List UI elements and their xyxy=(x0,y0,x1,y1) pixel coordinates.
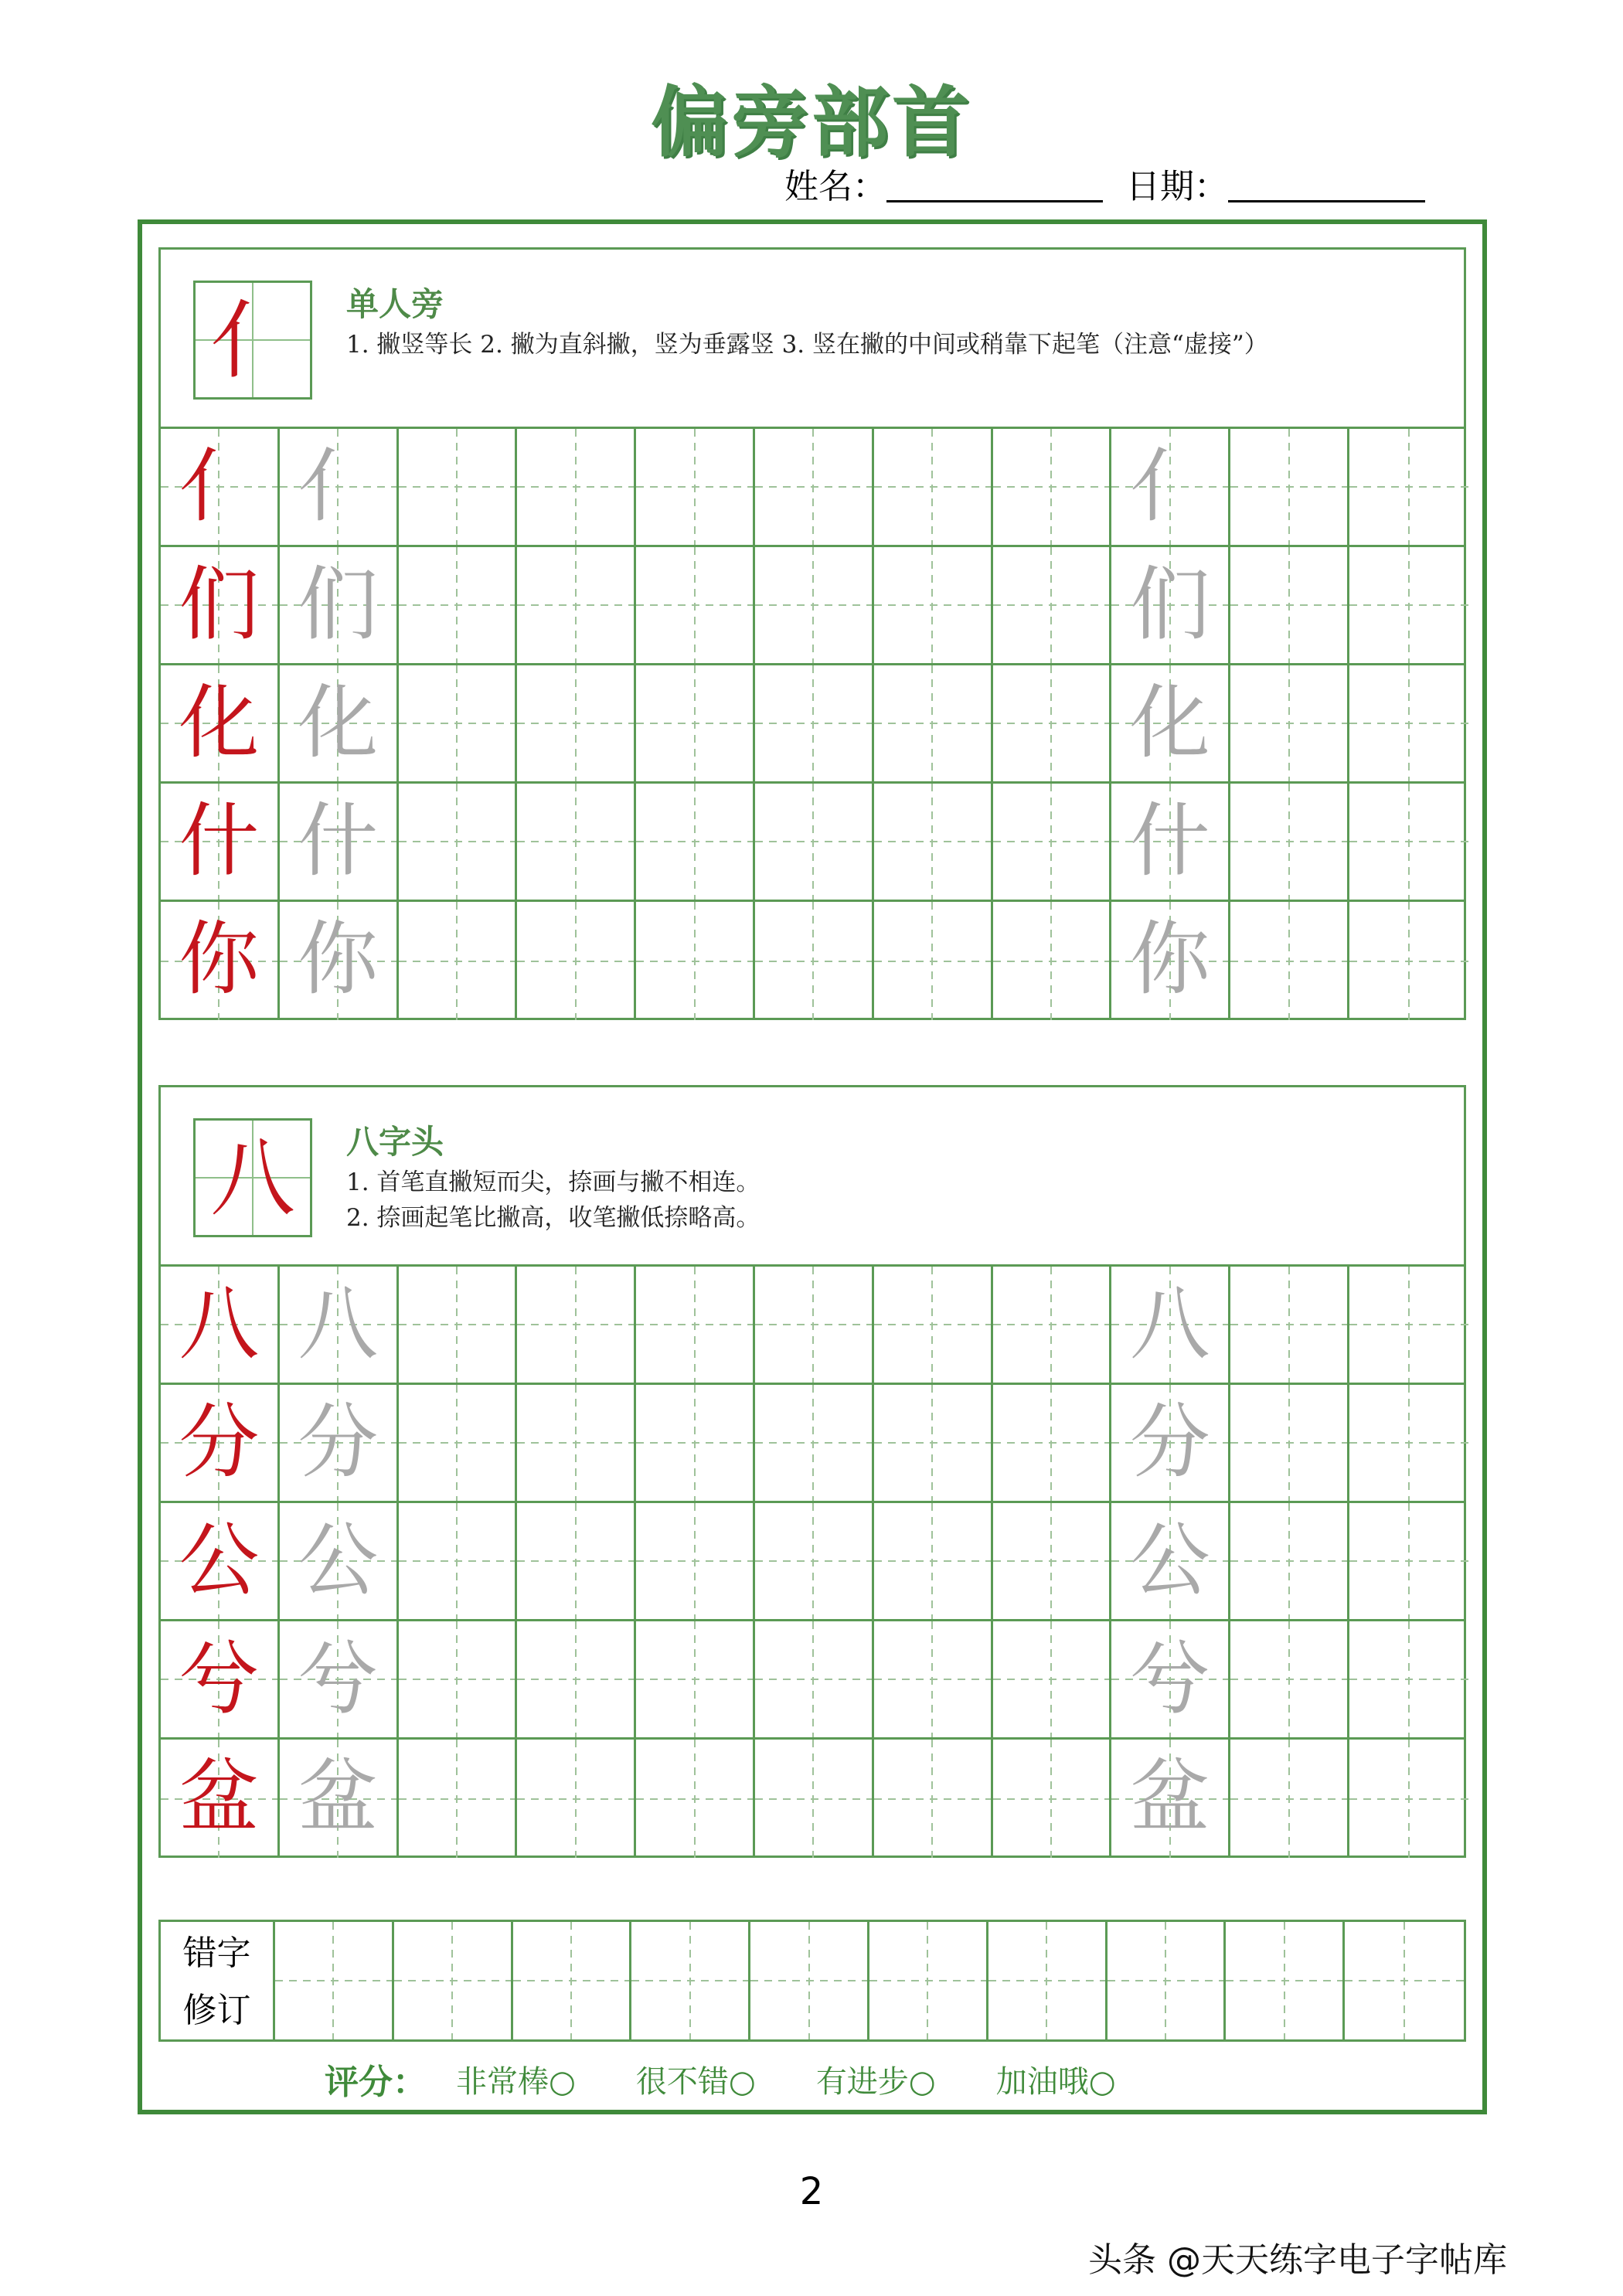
blank-cell[interactable] xyxy=(399,547,518,663)
blank-cell[interactable] xyxy=(517,1267,636,1383)
correction-cell[interactable] xyxy=(1108,1922,1227,2039)
blank-cell[interactable] xyxy=(993,547,1112,663)
blank-cell[interactable] xyxy=(1230,902,1349,1020)
trace-char: 兮 xyxy=(298,1631,379,1726)
trace-cell[interactable] xyxy=(1111,1385,1230,1501)
trace-cell[interactable] xyxy=(280,1385,399,1501)
trace-char: 盆 xyxy=(1129,1750,1210,1844)
blank-cell[interactable] xyxy=(399,665,518,781)
page-title: 偏旁部首 xyxy=(651,77,972,168)
trace-cell[interactable] xyxy=(1111,1267,1230,1383)
blank-cell[interactable] xyxy=(874,429,993,545)
trace-char: 们 xyxy=(1129,557,1210,651)
trace-cell[interactable] xyxy=(1111,429,1230,545)
blank-cell[interactable] xyxy=(993,784,1112,900)
section-single-person-radical xyxy=(158,247,1466,1020)
practice-row xyxy=(161,1385,1464,1503)
radical-sample-box xyxy=(193,1118,312,1237)
radical-sample: 亻 xyxy=(210,291,295,390)
trace-cell[interactable] xyxy=(1111,1621,1230,1737)
trace-char: 什 xyxy=(1129,794,1210,888)
page-number: 2 xyxy=(799,2170,824,2213)
blank-cell[interactable] xyxy=(399,429,518,545)
description-line: 1. 首笔直撇短而尖，捺画与撇不相连。 xyxy=(346,1168,760,1196)
blank-cell[interactable] xyxy=(874,1621,993,1737)
blank-cell[interactable] xyxy=(993,1503,1112,1619)
trace-cell[interactable] xyxy=(1111,547,1230,663)
trace-cell[interactable] xyxy=(280,1267,399,1383)
model-cell xyxy=(161,1267,280,1383)
model-char: 公 xyxy=(179,1513,260,1607)
model-cell xyxy=(161,902,280,1020)
blank-cell[interactable] xyxy=(636,1385,755,1501)
radical-description xyxy=(346,1165,1351,1236)
blank-cell[interactable] xyxy=(1349,1503,1468,1619)
model-char: 八 xyxy=(179,1277,260,1371)
section-eight-head-radical xyxy=(158,1085,1466,1858)
blank-cell[interactable] xyxy=(399,1267,518,1383)
correction-cell[interactable] xyxy=(869,1922,988,2039)
correction-cell[interactable] xyxy=(394,1922,513,2039)
score-label: 评分： xyxy=(325,2063,427,2102)
trace-char: 公 xyxy=(1129,1513,1210,1607)
blank-cell[interactable] xyxy=(1230,1621,1349,1737)
model-char: 什 xyxy=(179,794,260,888)
trace-char: 化 xyxy=(1129,675,1210,770)
score-option-good[interactable]: 很不错○ xyxy=(635,2063,756,2100)
blank-cell[interactable] xyxy=(755,665,874,781)
blank-cell[interactable] xyxy=(993,665,1112,781)
trace-char: 你 xyxy=(298,912,379,1006)
blank-cell[interactable] xyxy=(1230,429,1349,545)
description-line: 2. 捺画起笔比撇高，收笔撇低捺略高。 xyxy=(346,1204,760,1232)
name-date-row xyxy=(784,158,1425,208)
trace-char: 们 xyxy=(298,557,379,651)
practice-row xyxy=(161,1503,1464,1621)
trace-cell[interactable] xyxy=(280,1503,399,1619)
blank-cell[interactable] xyxy=(517,665,636,781)
trace-char: 化 xyxy=(298,675,379,770)
model-char: 化 xyxy=(179,675,260,770)
model-char: 兮 xyxy=(179,1631,260,1726)
date-blank[interactable] xyxy=(1228,166,1425,202)
blank-cell[interactable] xyxy=(874,902,993,1020)
name-blank[interactable] xyxy=(886,166,1103,202)
model-char: 们 xyxy=(179,557,260,651)
blank-cell[interactable] xyxy=(874,547,993,663)
blank-cell[interactable] xyxy=(399,1740,518,1858)
model-cell xyxy=(161,1621,280,1737)
blank-cell[interactable] xyxy=(755,784,874,900)
blank-cell[interactable] xyxy=(874,1267,993,1383)
blank-cell[interactable] xyxy=(1230,1385,1349,1501)
blank-cell[interactable] xyxy=(755,1740,874,1858)
correction-label xyxy=(161,1922,275,2039)
blank-cell[interactable] xyxy=(874,1503,993,1619)
section-header xyxy=(161,1087,1464,1267)
blank-cell[interactable] xyxy=(993,429,1112,545)
blank-cell[interactable] xyxy=(755,547,874,663)
blank-cell[interactable] xyxy=(993,1267,1112,1383)
blank-cell[interactable] xyxy=(1230,665,1349,781)
trace-cell[interactable] xyxy=(280,1621,399,1737)
blank-cell[interactable] xyxy=(755,429,874,545)
practice-row xyxy=(161,547,1464,665)
correction-label-line: 错字 xyxy=(182,1934,251,1973)
blank-cell[interactable] xyxy=(517,1503,636,1619)
blank-cell[interactable] xyxy=(399,1621,518,1737)
blank-cell[interactable] xyxy=(636,547,755,663)
radical-sample-box xyxy=(193,281,312,400)
section-header xyxy=(161,250,1464,429)
radical-name: 单人旁 xyxy=(346,285,444,323)
blank-cell[interactable] xyxy=(993,1740,1112,1858)
blank-cell[interactable] xyxy=(399,784,518,900)
trace-char: 亻 xyxy=(298,439,379,533)
blank-cell[interactable] xyxy=(636,1740,755,1858)
trace-char: 八 xyxy=(298,1277,379,1371)
blank-cell[interactable] xyxy=(755,1503,874,1619)
correction-cell[interactable] xyxy=(1226,1922,1345,2039)
blank-cell[interactable] xyxy=(399,1385,518,1501)
model-char: 分 xyxy=(179,1395,260,1489)
trace-char: 八 xyxy=(1129,1277,1210,1371)
correction-cell[interactable] xyxy=(750,1922,869,2039)
trace-cell[interactable] xyxy=(280,902,399,1020)
blank-cell[interactable] xyxy=(755,1267,874,1383)
blank-cell[interactable] xyxy=(993,1621,1112,1737)
blank-cell[interactable] xyxy=(636,784,755,900)
model-char: 亻 xyxy=(179,439,260,533)
practice-row xyxy=(161,665,1464,784)
blank-cell[interactable] xyxy=(517,902,636,1020)
trace-cell[interactable] xyxy=(280,784,399,900)
score-option-keep-going[interactable]: 加油哦○ xyxy=(995,2063,1116,2100)
blank-cell[interactable] xyxy=(1349,665,1468,781)
practice-row xyxy=(161,784,1464,902)
trace-char: 亻 xyxy=(1129,439,1210,533)
trace-char: 兮 xyxy=(1129,1631,1210,1726)
blank-cell[interactable] xyxy=(1349,429,1468,545)
blank-cell[interactable] xyxy=(517,1385,636,1501)
trace-cell[interactable] xyxy=(1111,1740,1230,1858)
trace-cell[interactable] xyxy=(1111,902,1230,1020)
trace-cell[interactable] xyxy=(280,429,399,545)
blank-cell[interactable] xyxy=(993,1385,1112,1501)
blank-cell[interactable] xyxy=(755,902,874,1020)
radical-description: 1. 撇竖等长 2. 撇为直斜撇，竖为垂露竖 3. 竖在撇的中间或稍靠下起笔（注意“虚接”） xyxy=(346,331,1268,359)
practice-grid xyxy=(161,429,1464,1020)
blank-cell[interactable] xyxy=(874,784,993,900)
trace-char: 分 xyxy=(1129,1395,1210,1489)
model-char: 你 xyxy=(179,912,260,1006)
date-label: 日期： xyxy=(1126,167,1228,206)
blank-cell[interactable] xyxy=(993,902,1112,1020)
trace-char: 你 xyxy=(1129,912,1210,1006)
correction-cell[interactable] xyxy=(988,1922,1108,2039)
blank-cell[interactable] xyxy=(399,902,518,1020)
model-cell xyxy=(161,784,280,900)
model-cell xyxy=(161,547,280,663)
blank-cell[interactable] xyxy=(755,1385,874,1501)
practice-grid xyxy=(161,1267,1464,1858)
model-cell xyxy=(161,665,280,781)
blank-cell[interactable] xyxy=(636,429,755,545)
blank-cell[interactable] xyxy=(874,1385,993,1501)
trace-cell[interactable] xyxy=(280,1740,399,1858)
model-char: 盆 xyxy=(179,1750,260,1844)
correction-label-line: 修订 xyxy=(182,1991,251,2030)
trace-char: 公 xyxy=(298,1513,379,1607)
blank-cell[interactable] xyxy=(517,547,636,663)
trace-cell[interactable] xyxy=(280,547,399,663)
model-cell xyxy=(161,429,280,545)
blank-cell[interactable] xyxy=(1230,1267,1349,1383)
trace-cell[interactable] xyxy=(1111,784,1230,900)
practice-row xyxy=(161,902,1464,1020)
blank-cell[interactable] xyxy=(755,1621,874,1737)
score-option-improved[interactable]: 有进步○ xyxy=(815,2063,936,2100)
blank-cell[interactable] xyxy=(399,1503,518,1619)
blank-cell[interactable] xyxy=(636,1503,755,1619)
blank-cell[interactable] xyxy=(1230,547,1349,663)
blank-cell[interactable] xyxy=(1230,1740,1349,1858)
blank-cell[interactable] xyxy=(636,902,755,1020)
practice-row xyxy=(161,1740,1464,1858)
blank-cell[interactable] xyxy=(1349,902,1468,1020)
correction-cell[interactable] xyxy=(275,1922,394,2039)
trace-char: 分 xyxy=(298,1395,379,1489)
blank-cell[interactable] xyxy=(1349,547,1468,663)
trace-char: 什 xyxy=(298,794,379,888)
correction-cell[interactable] xyxy=(513,1922,632,2039)
blank-cell[interactable] xyxy=(517,429,636,545)
name-label: 姓名： xyxy=(784,167,886,206)
radical-sample: 八 xyxy=(210,1129,295,1228)
trace-char: 盆 xyxy=(298,1750,379,1844)
model-cell xyxy=(161,1385,280,1501)
practice-row xyxy=(161,1621,1464,1740)
watermark: 头条 @天天练字电子字帖库 xyxy=(1088,2240,1507,2280)
blank-cell[interactable] xyxy=(517,784,636,900)
blank-cell[interactable] xyxy=(636,1621,755,1737)
blank-cell[interactable] xyxy=(1230,784,1349,900)
blank-cell[interactable] xyxy=(874,1740,993,1858)
practice-row xyxy=(161,429,1464,547)
blank-cell[interactable] xyxy=(1349,1385,1468,1501)
blank-cell[interactable] xyxy=(517,1740,636,1858)
blank-cell[interactable] xyxy=(636,1267,755,1383)
blank-cell[interactable] xyxy=(1349,1621,1468,1737)
score-row xyxy=(325,2054,1116,2104)
practice-row xyxy=(161,1267,1464,1385)
model-cell xyxy=(161,1503,280,1619)
radical-name: 八字头 xyxy=(346,1123,444,1161)
trace-cell[interactable] xyxy=(280,665,399,781)
trace-cell[interactable] xyxy=(1111,665,1230,781)
score-option-excellent[interactable]: 非常棒○ xyxy=(456,2063,576,2100)
blank-cell[interactable] xyxy=(517,1621,636,1737)
blank-cell[interactable] xyxy=(636,665,755,781)
blank-cell[interactable] xyxy=(1349,784,1468,900)
blank-cell[interactable] xyxy=(1349,1740,1468,1858)
blank-cell[interactable] xyxy=(1230,1503,1349,1619)
model-cell xyxy=(161,1740,280,1858)
correction-cell[interactable] xyxy=(1345,1922,1464,2039)
correction-cell[interactable] xyxy=(631,1922,750,2039)
blank-cell[interactable] xyxy=(874,665,993,781)
correction-row xyxy=(158,1920,1466,2042)
trace-cell[interactable] xyxy=(1111,1503,1230,1619)
blank-cell[interactable] xyxy=(1349,1267,1468,1383)
